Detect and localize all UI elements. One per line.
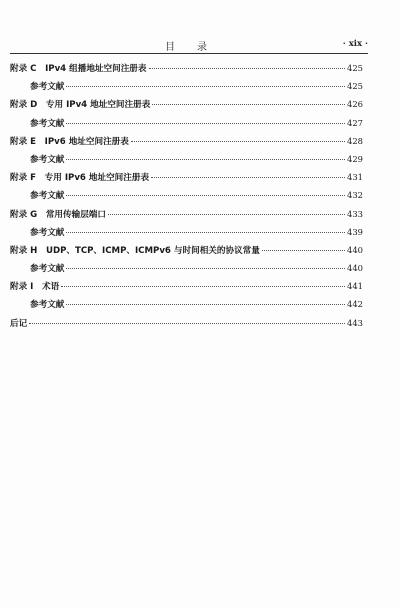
dot-leader bbox=[108, 214, 345, 215]
dot-leader bbox=[131, 141, 345, 142]
toc-entry-page: 439 bbox=[347, 226, 363, 237]
toc-entry-title: 后记 bbox=[10, 318, 28, 329]
toc-reference-entry bbox=[10, 117, 363, 135]
dot-leader bbox=[66, 123, 345, 124]
toc-entry-page: 440 bbox=[347, 263, 363, 274]
toc-section-entry bbox=[10, 62, 363, 80]
toc-entry-title: 参考文献 bbox=[30, 264, 65, 275]
toc-entry-page: 441 bbox=[347, 281, 363, 292]
dot-leader bbox=[66, 232, 345, 233]
dot-leader bbox=[152, 104, 345, 105]
page-title: 目 录 bbox=[165, 42, 213, 53]
dot-leader bbox=[66, 304, 345, 305]
toc-entry-title: 附录 C IPv4 组播地址空间注册表 bbox=[10, 64, 147, 74]
toc-reference-entry bbox=[10, 153, 363, 171]
toc-section-entry bbox=[10, 244, 363, 262]
toc-section-entry bbox=[10, 208, 363, 226]
toc-entry-title: 附录 I 术语 bbox=[10, 282, 60, 293]
toc-section-entry bbox=[10, 280, 363, 298]
dot-leader bbox=[149, 68, 346, 69]
toc-entry-page: 442 bbox=[347, 299, 363, 310]
dot-leader bbox=[66, 195, 345, 196]
toc-entry-page: 428 bbox=[347, 135, 363, 146]
dot-leader bbox=[61, 286, 345, 287]
toc-entry-page: 440 bbox=[347, 244, 363, 255]
toc-section-entry bbox=[10, 171, 363, 189]
toc-entry-page: 433 bbox=[347, 208, 363, 219]
toc-section-entry bbox=[10, 317, 363, 335]
toc-section-entry bbox=[10, 98, 363, 116]
toc-entry-page: 432 bbox=[347, 190, 363, 201]
toc-entry-page: 431 bbox=[347, 172, 363, 183]
toc-entry-page: 425 bbox=[347, 63, 363, 73]
toc-entry-title: 附录 H UDP、TCP、ICMP、ICMPv6 与时间相关的协议常量 bbox=[10, 245, 260, 256]
toc-reference-entry bbox=[10, 80, 363, 98]
toc-entry-title: 附录 D 专用 IPv4 地址空间注册表 bbox=[10, 100, 151, 111]
toc-entry-title: 附录 E IPv6 地址空间注册表 bbox=[10, 136, 129, 147]
dot-leader bbox=[151, 177, 345, 178]
toc-entry-title: 附录 F 专用 IPv6 地址空间注册表 bbox=[10, 173, 150, 184]
toc-entry-page: 426 bbox=[347, 99, 363, 110]
toc-entry-title: 参考文献 bbox=[30, 300, 65, 311]
dot-leader bbox=[262, 250, 345, 251]
dot-leader bbox=[66, 268, 345, 269]
toc-entry-title: 参考文献 bbox=[30, 118, 65, 129]
header-divider bbox=[10, 53, 368, 54]
toc-entry-page: 429 bbox=[347, 153, 363, 164]
toc-reference-entry bbox=[10, 298, 363, 316]
toc-section-entry bbox=[10, 135, 363, 153]
page-header bbox=[10, 38, 368, 52]
toc-entry-title: 附录 G 常用传输层端口 bbox=[10, 209, 106, 220]
toc-entry-title: 参考文献 bbox=[30, 82, 65, 93]
table-of-contents bbox=[10, 62, 363, 335]
toc-entry-page: 427 bbox=[347, 117, 363, 128]
dot-leader bbox=[29, 323, 345, 324]
dot-leader bbox=[66, 159, 345, 160]
dot-leader bbox=[66, 86, 345, 87]
toc-reference-entry bbox=[10, 226, 363, 244]
toc-reference-entry bbox=[10, 189, 363, 207]
page-number: · xix · bbox=[342, 39, 368, 49]
toc-entry-title: 参考文献 bbox=[30, 154, 65, 165]
toc-entry-title: 参考文献 bbox=[30, 227, 65, 238]
toc-entry-page: 425 bbox=[347, 81, 363, 92]
toc-reference-entry bbox=[10, 262, 363, 280]
toc-entry-title: 参考文献 bbox=[30, 191, 65, 202]
toc-entry-page: 443 bbox=[347, 317, 363, 328]
